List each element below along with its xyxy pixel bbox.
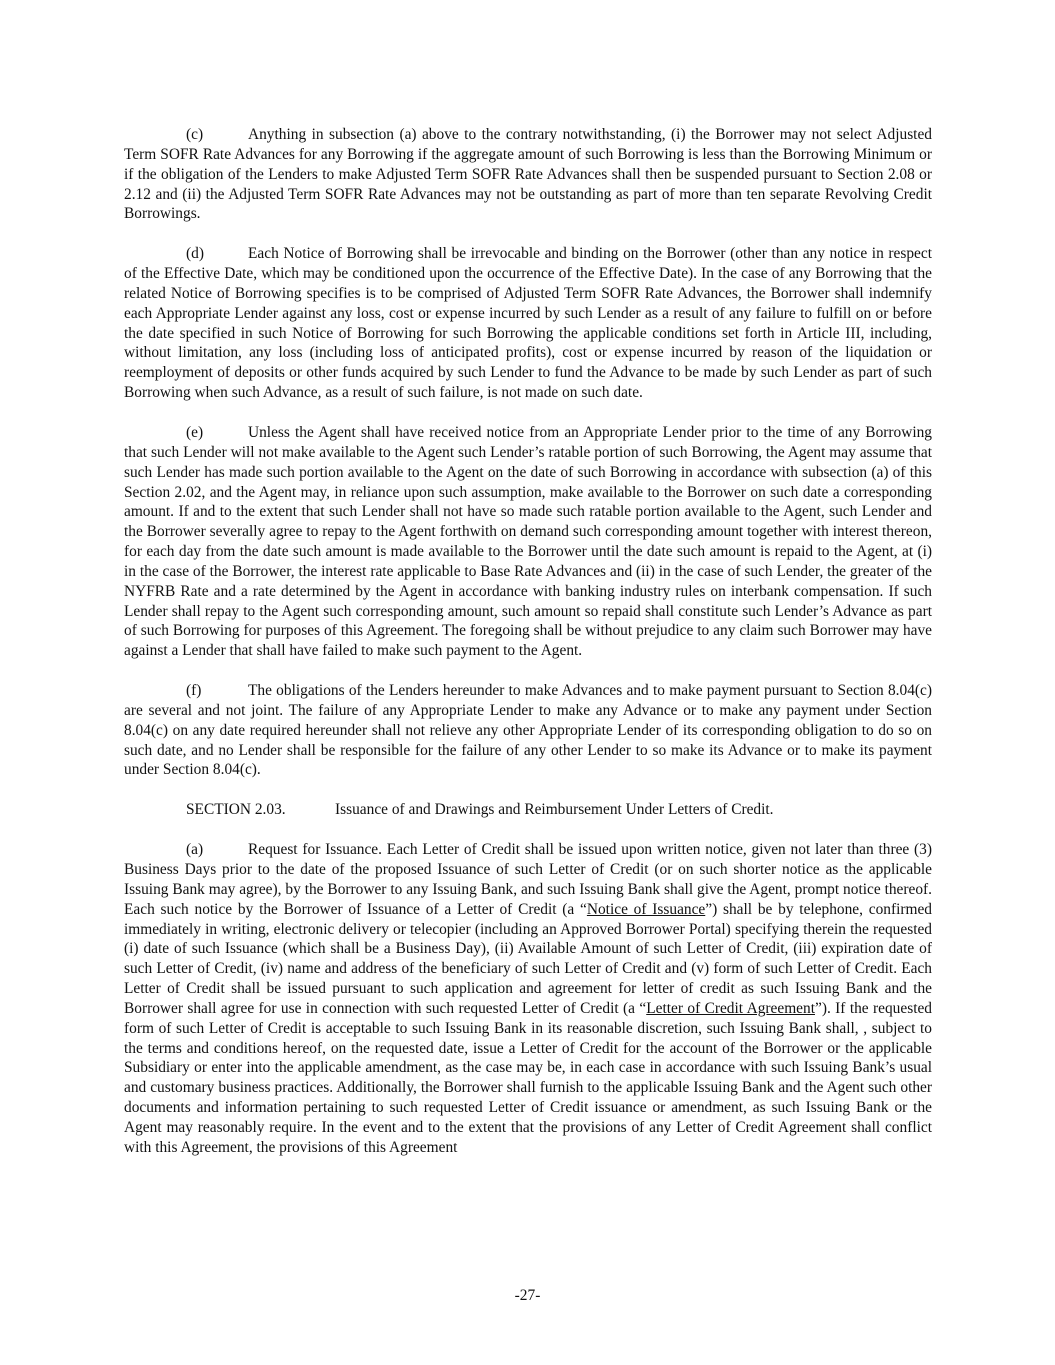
paragraph-text: Unless the Agent shall have received notice from an Appropriate Lender prior to the time of any Borrowing that such Lender will not make available to the Agent such Lender’s ratable portion of such Borrowing, the Agent may assume that such Lender has made such portion available to the Agent on the date of such Borrowing in accordance with subsection (a) of this Section 2.02, and the Agent may, in reliance upon such assumption, make available to the Borrower on such date a corresponding amount. If and to the extent that such Lender shall not have so made such ratable portion available to the Agent, such Lender and the Borrower severally agree to repay to the Agent forthwith on demand such corresponding amount together with interest thereon, for each day from the date such amount is made available to the Borrower until the date such amount is repaid to the Agent, at (i) in the case of the Borrower, the interest rate applicable to Base Rate Advances and (ii) in the case of such Lender, the greater of the NYFRB Rate and a rate determined by the Agent in accordance with banking industry rules on interbank compensation. If such Lender shall repay to the Agent such corresponding amount, such amount so repaid shall constitute such Lender’s Advance as part of such Borrowing for purposes of this Agreement. The foregoing shall be without prejudice to any claim such Borrower may have against a Lender that shall have failed to make such payment to the Agent.	[124, 423, 932, 660]
paragraph-text: The obligations of the Lenders hereunder to make Advances and to make payment pursuant to Section 8.04(c) are several and not joint. The failure of any Appropriate Lender to make any Advance or to make any payment under Section 8.04(c) on any date required hereunder shall not relieve any other Appropriate Lender of its corresponding obligation to do so on such date, and no Lender shall be responsible for the failure of any other Lender to so make its Advance or to make its payment under Section 8.04(c).	[124, 682, 932, 779]
paragraph-label: (f)	[186, 682, 202, 700]
paragraph-text: Each Notice of Borrowing shall be irrevocable and binding on the Borrower (other than any notice in respect of the Effective Date, which may be conditioned upon the occurrence of the Effective Date). In the case of any Borrowing that the related Notice of Borrowing specifies is to be comprised of Adjusted Term SOFR Rate Advances, the Borrower shall indemnify each Appropriate Lender against any loss, cost or expense incurred by such Lender as a result of any failure to fulfill on or before the date specified in such Notice of Borrowing for such Borrowing the applicable conditions set forth in Article III, including, without limitation, any loss (including loss of anticipated profits), cost or expense incurred by reason of the liquidation or reemployment of deposits or other funds acquired by such Lender to fund the Advance to be made by such Lender as part of such Borrowing when such Advance, as a result of such failure, is not made on such date.	[124, 245, 932, 402]
paragraph-label: (a)	[186, 841, 204, 859]
paragraph-text-part2: ”) shall be by telephone, confirmed immediately in writing, electronic delivery or telecopier (including an Approved Borrower Portal) specifying therein the requested (i) date of such Issuance (which shall be a Business Day), (ii) Available Amount of such Letter of Credit, (iii) expiration date of such Letter of Credit, (iv) name and address of the beneficiary of such Letter of Credit and (v) form of such Letter of Credit. Each Letter of Credit shall be issued pursuant to such application and agreement for letter of credit as such Issuing Bank and the Borrower shall agree for use in connection with such requested Letter of Credit (a “	[124, 900, 933, 1017]
paragraph-label: (c)	[186, 126, 204, 143]
paragraph-text: Anything in subsection (a) above to the contrary notwithstanding, (i) the Borrower may not select Adjusted Term SOFR Rate Advances for any Borrowing if the aggregate amount of such Borrowing is less than the Borrowing Minimum or if the obligation of the Lenders to make Adjusted Term SOFR Rate Advances shall then be suspended pursuant to Section 2.08 or 2.12 and (ii) the Adjusted Term SOFR Rate Advances may not be outstanding as part of more than ten separate Revolving Credit Borrowings.	[124, 126, 932, 223]
paragraph-text-part3: ”). If the requested form of such Letter of Credit is acceptable to such Issuing Bank in its reasonable discretion, such Issuing Bank shall, , subject to the terms and conditions hereof, on the requested date, issue a Letter of Credit for the account of the Borrower or the applicable Subsidiary or enter into the applicable amendment, as the case may be, in each case in accordance with such Issuing Bank’s usual and customary business practices. Additionally, the Borrower shall furnish to the applicable Issuing Bank and the Agent such other documents and information pertaining to such requested Letter of Credit issuance or amendment, as such Issuing Bank or the Agent may reasonably require. In the event and to the extent that the provisions of any Letter of Credit Agreement shall conflict with this Agreement, the provisions of this Agreement	[124, 999, 932, 1156]
paragraph-a	[124, 840, 932, 1158]
paragraph-text-part1: Request for Issuance. Each Letter of Credit shall be issued upon written notice, given not later than three (3) Business Days prior to the date of the proposed Issuance of such Letter of Credit (or on such shorter notice as the applicable Issuing Bank may agree), by the Borrower to any Issuing Bank, and such Issuing Bank shall give the Agent, prompt notice thereof. Each such notice by the Borrower of Issuance of a Letter of Credit (a “	[124, 841, 932, 918]
page-number: -27-	[514, 1287, 541, 1304]
paragraph-label: (d)	[186, 245, 204, 263]
section-title: Issuance of and Drawings and Reimbursement Under Letters of Credit.	[335, 801, 774, 819]
paragraph-label: (e)	[186, 423, 204, 441]
paragraph-e	[124, 423, 932, 661]
document-body	[124, 125, 932, 1178]
paragraph-d	[124, 244, 932, 403]
section-number: SECTION 2.03.	[186, 801, 286, 819]
defined-term-notice-of-issuance: Notice of Issuance	[586, 900, 706, 918]
section-heading	[124, 800, 932, 820]
paragraph-c	[124, 125, 932, 224]
defined-term-letter-of-credit-agreement: Letter of Credit Agreement	[646, 999, 815, 1017]
paragraph-f	[124, 681, 932, 780]
